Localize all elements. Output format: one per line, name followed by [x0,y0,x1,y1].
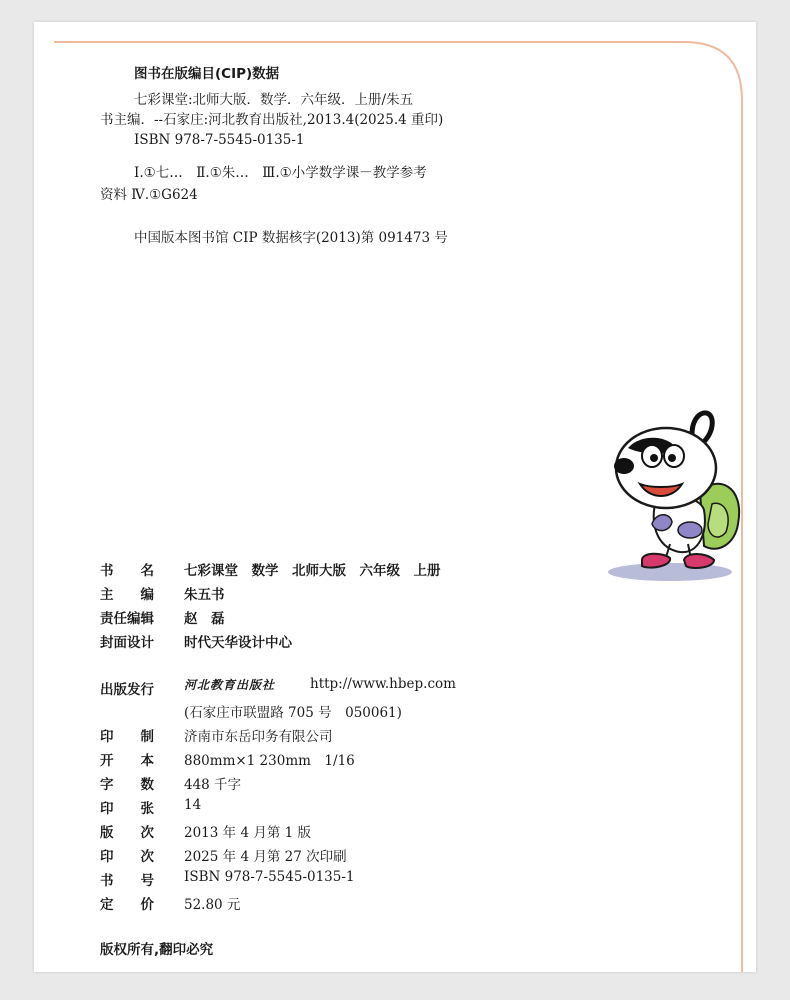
spec-label-printer: 印 制 [100,729,154,745]
detail-value-title: 七彩课堂 数学 北师大版 六年级 上册 [184,563,441,579]
spec-label-price: 定 价 [100,897,154,913]
spec-value-word-count: 448 千字 [184,777,242,793]
detail-value-cover-design: 时代天华设计中心 [184,635,292,651]
cip-line-3: ISBN 978-7-5545-0135-1 [134,132,305,148]
spec-value-edition: 2013 年 4 月第 1 版 [184,825,311,841]
cip-line-4: Ⅰ.①七… Ⅱ.①朱… Ⅲ.①小学数学课－教学参考 [134,165,427,181]
publisher-label: 出版发行 [100,682,154,698]
detail-label-responsible-editor: 责任编辑 [100,611,154,627]
cip-line-2: 书主编．--石家庄:河北教育出版社,2013.4(2025.4 重印) [100,112,444,128]
copyright-page [34,22,756,972]
cip-line-6: 中国版本图书馆 CIP 数据核字(2013)第 091473 号 [134,230,448,246]
spec-value-printer: 济南市东岳印务有限公司 [184,729,333,745]
spec-label-word-count: 字 数 [100,777,154,793]
cip-line-5: 资料 Ⅳ.①G624 [100,187,198,203]
spec-value-printing: 2025 年 4 月第 27 次印刷 [184,849,347,865]
spec-value-price: 52.80 元 [184,897,241,913]
detail-value-editor: 朱五书 [184,587,225,603]
detail-label-editor: 主 编 [100,587,154,603]
spec-label-format: 开 本 [100,753,154,769]
spec-value-format: 880mm×1 230mm 1/16 [184,753,355,769]
copyright-notice: 版权所有,翻印必究 [100,942,214,958]
cip-heading: 图书在版编目(CIP)数据 [134,66,280,82]
spec-label-isbn: 书 号 [100,873,154,889]
dog-mascot-illustration [600,404,750,584]
cip-line-1: 七彩课堂:北师大版．数学．六年级．上册/朱五 [134,92,414,108]
spec-label-edition: 版 次 [100,825,154,841]
spec-value-isbn: ISBN 978-7-5545-0135-1 [184,869,355,885]
spec-label-sheets: 印 张 [100,801,154,817]
publisher-address: (石家庄市联盟路 705 号 050061) [184,705,402,721]
detail-value-responsible-editor: 赵 磊 [184,611,225,627]
spec-value-sheets: 14 [184,797,202,813]
publisher-name: 河北教育出版社 [184,678,276,692]
publisher-url: http://www.hbep.com [310,676,456,692]
spec-label-printing: 印 次 [100,849,154,865]
detail-label-cover-design: 封面设计 [100,635,154,651]
detail-label-title: 书 名 [100,563,154,579]
